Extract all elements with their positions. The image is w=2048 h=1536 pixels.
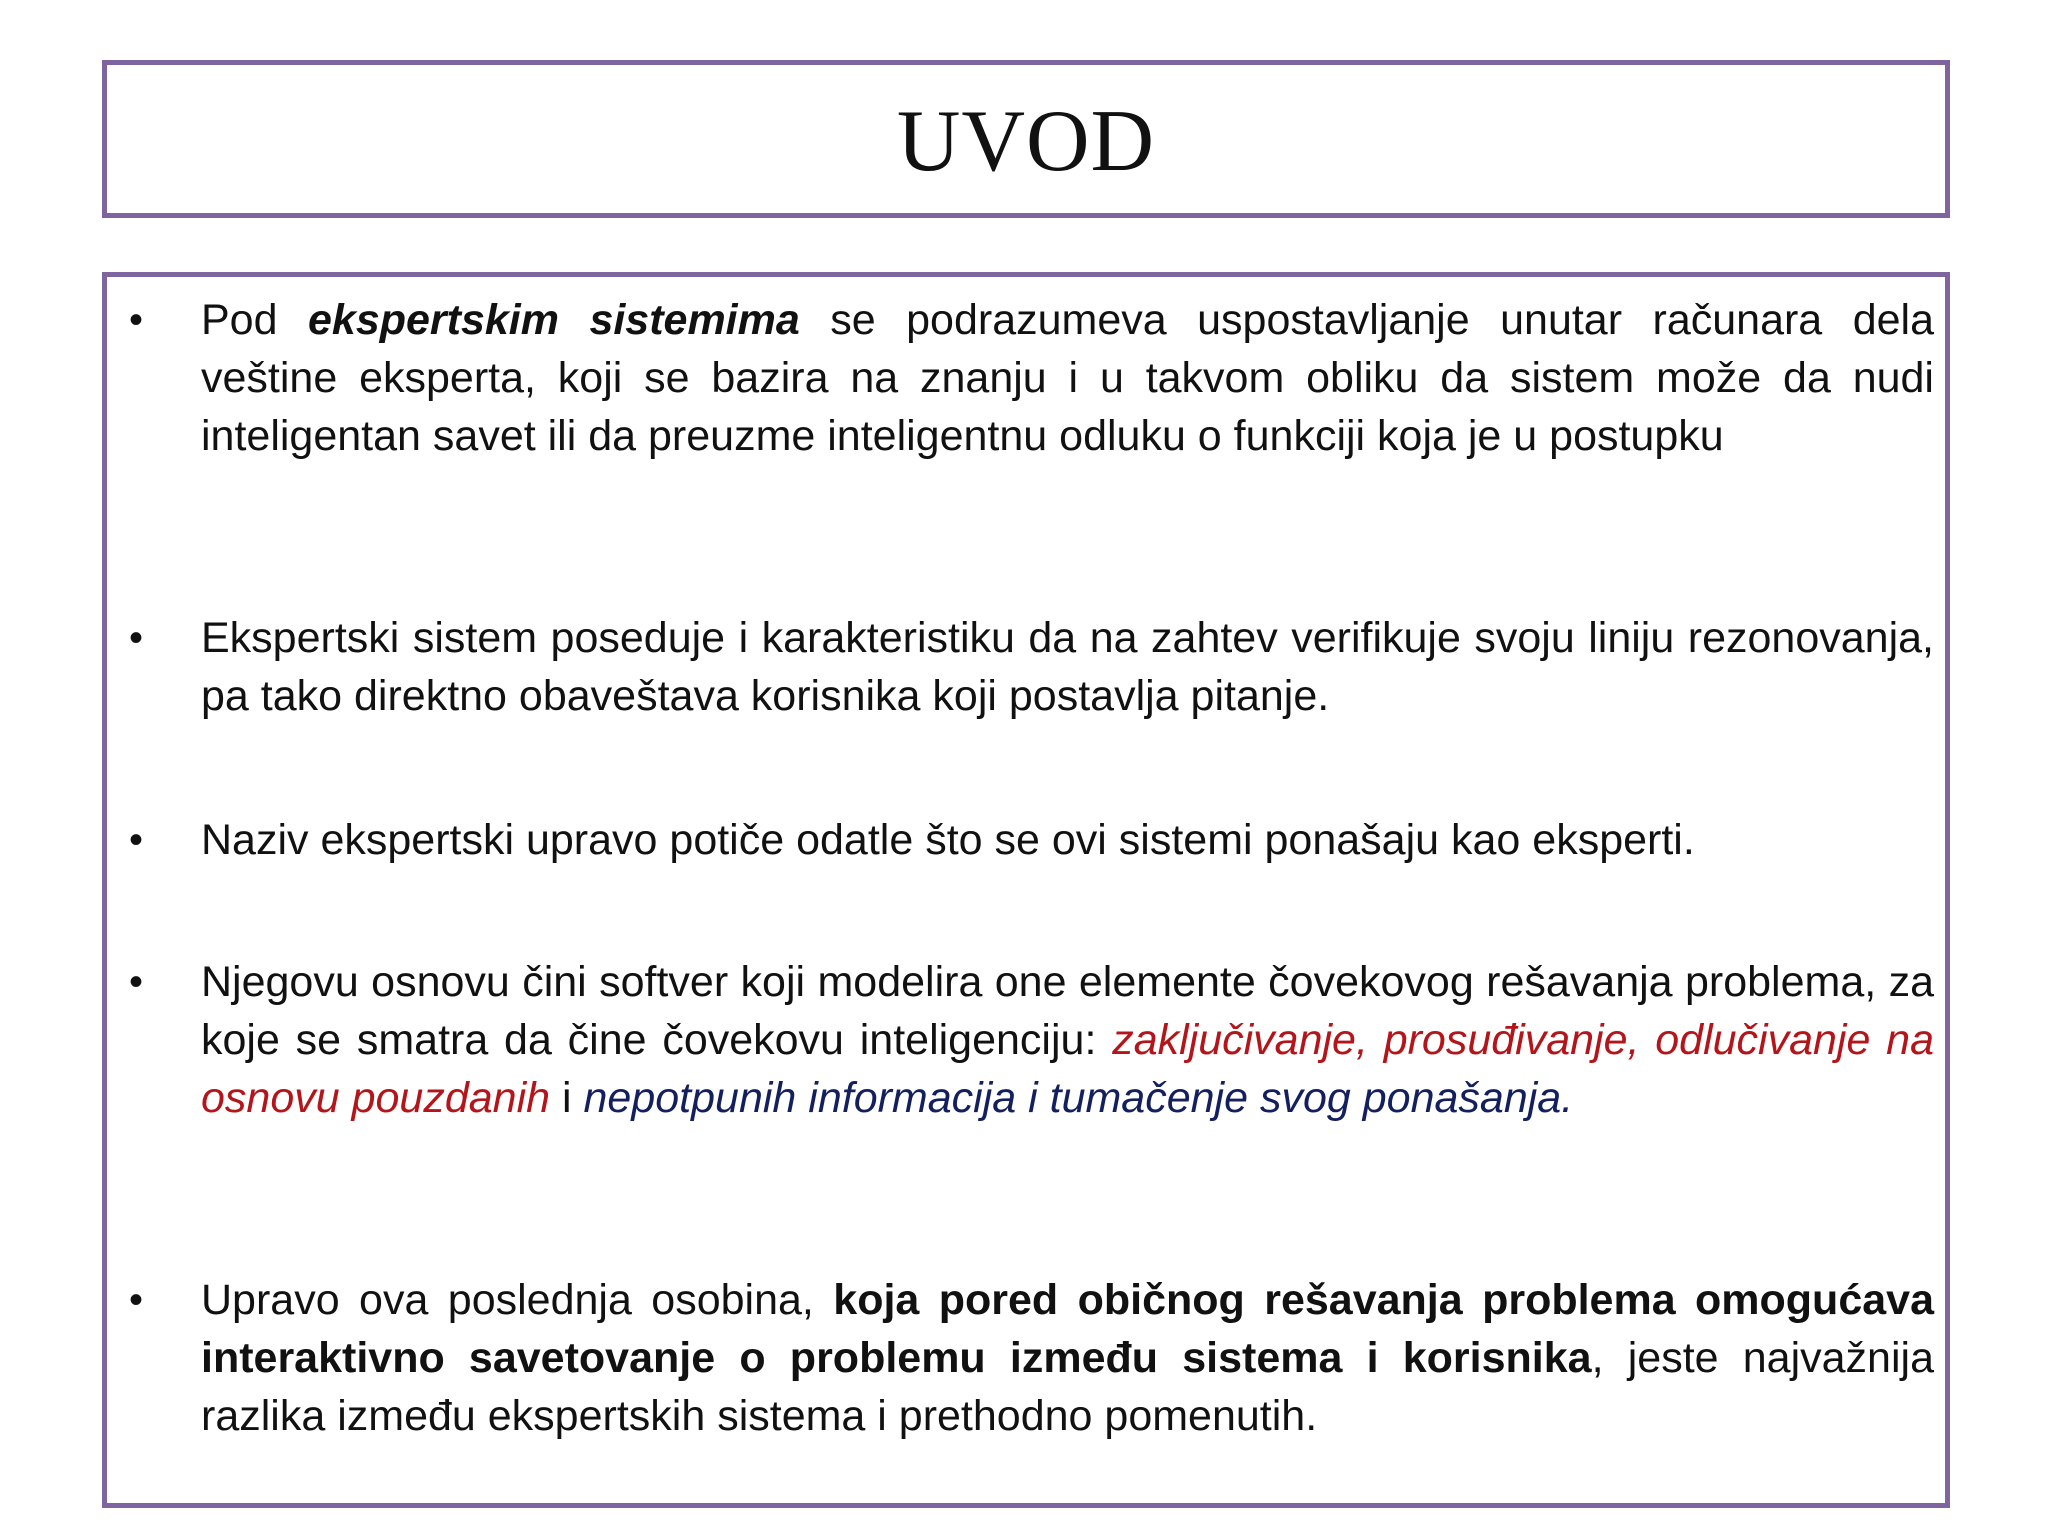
bullet-text-emphasis: ekspertskim sistemima: [307, 296, 800, 344]
bullet-text-post: , jeste najvažnija razlika između ekspertskih sistema i prethodno pomenutih.: [201, 1334, 1934, 1440]
bullet-text-mid: i: [550, 1074, 584, 1122]
bullet-text-pre: Upravo ova poslednja osobina,: [201, 1276, 834, 1324]
bullet-text-blue-emphasis: nepotpunih informacija i tumačenje svog ponašanja.: [583, 1074, 1574, 1122]
bullet-text: [201, 291, 1934, 465]
bullet-text-bold: koja pored običnog rešavanja problema omogućava interaktivno savetovanje o problemu između sistema i korisnika: [201, 1276, 1934, 1382]
bullet-text-red-emphasis: zaključivanje, prosuđivanje, odlučivanje na osnovu pouzdanih: [201, 1016, 1935, 1122]
bullet-marker: •: [129, 616, 144, 660]
bullet-marker: •: [129, 818, 144, 862]
bullet-text: Naziv ekspertski upravo potiče odatle što se ovi sistemi ponašaju kao eksperti.: [201, 816, 1695, 864]
content-box: [102, 272, 1950, 1508]
bullet-text: Ekspertski sistem poseduje i karakteristiku da na zahtev verifikuje svoju liniju rezonovanja, pa tako direktno obaveštava korisnika koji postavlja pitanje.: [201, 614, 1934, 720]
bullet-text-pre: Pod: [201, 296, 308, 344]
bullet-text: [201, 953, 1934, 1127]
bullet-marker: •: [129, 298, 144, 342]
bullet-text-pre: Njegovu osnovu čini softver koji modelira one elemente čovekovog rešavanja problema, za koje se smatra da čine čovekovu inteligenciju:: [201, 958, 1934, 1064]
title-box: [102, 60, 1950, 218]
bullet-text: [201, 1271, 1934, 1445]
slide-title: UVOD: [896, 93, 1156, 190]
bullet-marker: •: [129, 1278, 144, 1322]
bullet-text-post: se podrazumeva uspostavljanje unutar računara dela veštine eksperta, koji se bazira na znanju i u takvom obliku da sistem može da nudi inteligentan savet ili da preuzme inteligentnu odluku o funkciji koja je u postupku: [201, 296, 1934, 460]
bullet-marker: •: [129, 960, 144, 1004]
